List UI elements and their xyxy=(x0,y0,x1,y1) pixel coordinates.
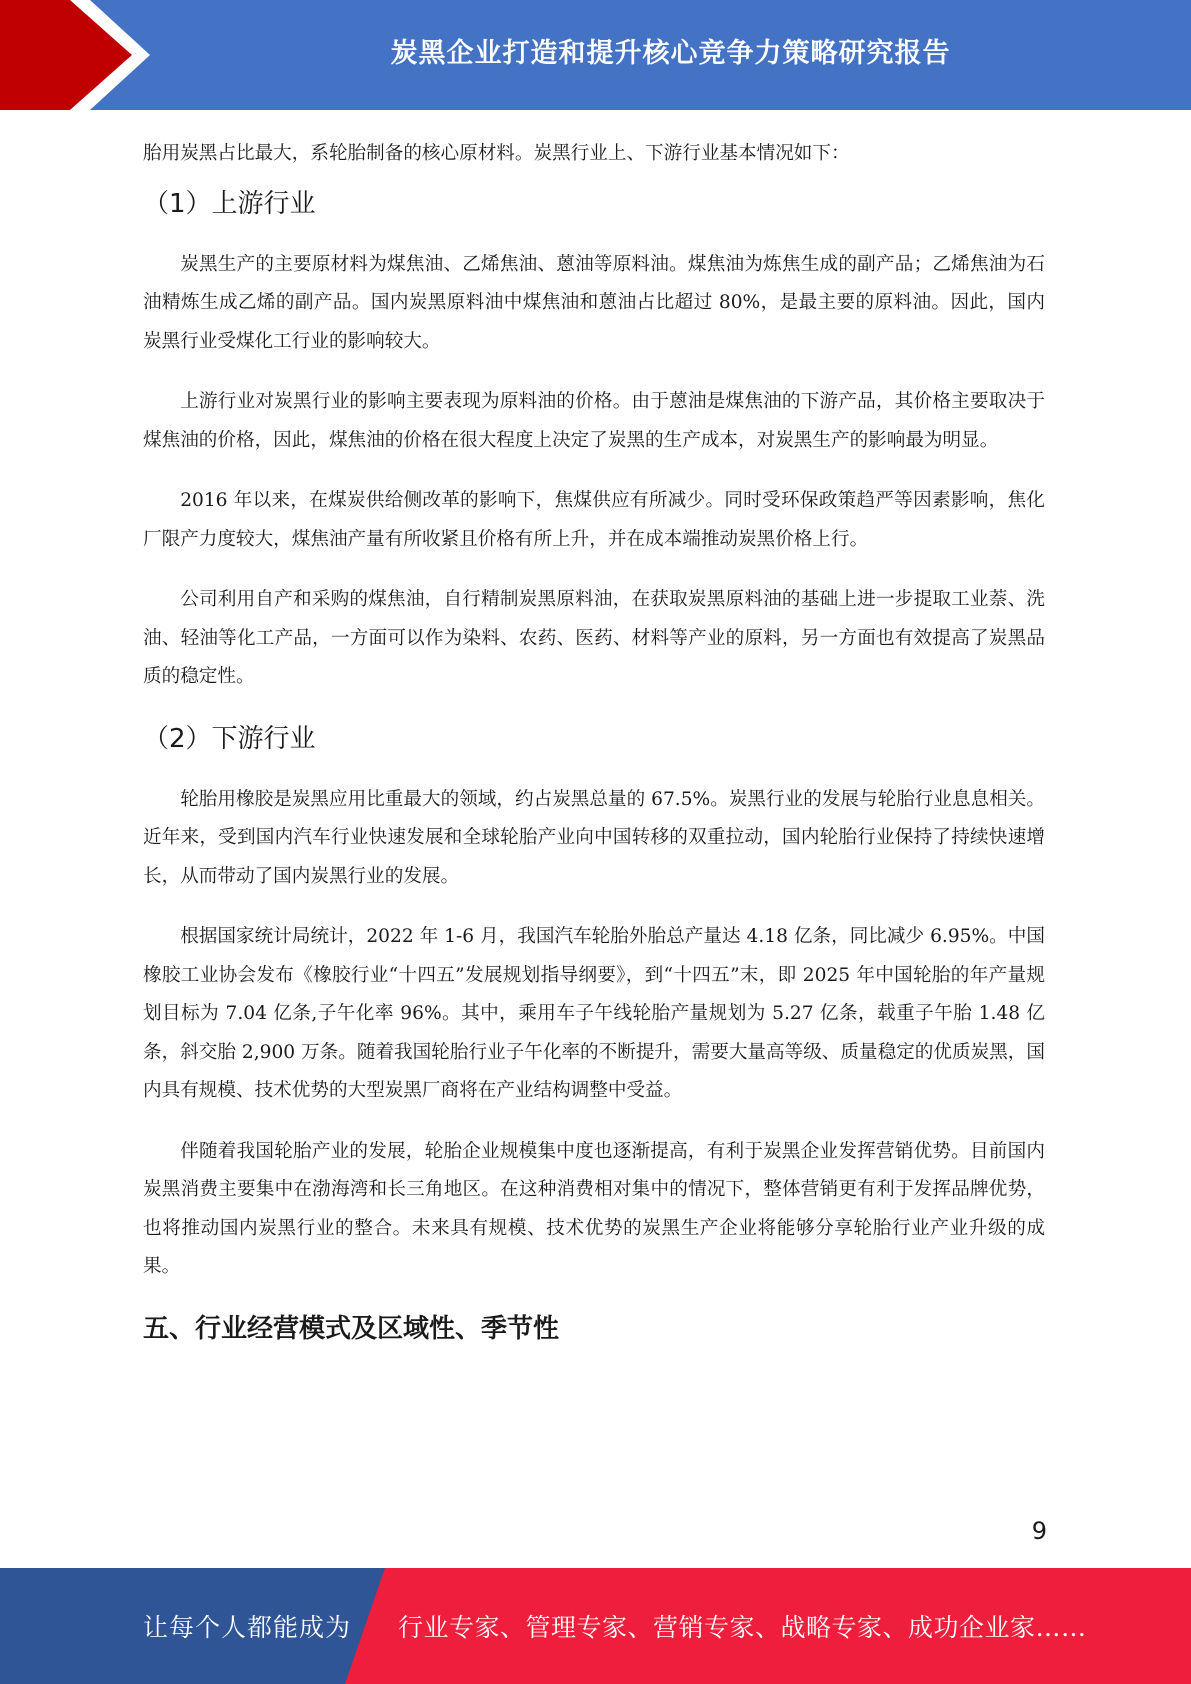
upstream-paragraph-3: 2016 年以来，在煤炭供给侧改革的影响下，焦煤供应有所减少。同时受环保政策趋严等因素影响，焦化厂限产力度较大，煤焦油产量有所收紧且价格有所上升，并在成本端推动炭黑价格上行。 xyxy=(143,490,1045,550)
footer-slogan-left: 让每个人都能成为 xyxy=(143,1613,352,1642)
header-arrow-decoration xyxy=(0,0,160,110)
page-number: 9 xyxy=(1031,1517,1047,1545)
downstream-paragraph-2: 根据国家统计局统计，2022 年 1-6 月，我国汽车轮胎外胎总产量达 4.18 亿条，同比减少 6.95%。中国橡胶工业协会发布《橡胶行业“十四五”发展规划指导纲要》，到“十四五”末，即 2025 年中国轮胎的年产量规划目标为 7.04 亿条,子午化率 96%。其中，乘用车子午线轮胎产量规划为 5.27 亿条，载重子午胎 1.48 亿条，斜交胎 2,900 万条。随着我国轮胎行业子午化率的不断提升，需要大量高等级、质量稳定的优质炭黑，国内具有规模、技术优势的大型炭黑厂商将在产业结构调整中受益。 xyxy=(143,926,1045,1101)
upstream-heading: （1）上游行业 xyxy=(143,188,316,219)
header-title: 炭黑企业打造和提升核心竞争力策略研究报告 xyxy=(390,37,951,69)
footer-slogan-right: 行业专家、管理专家、营销专家、战略专家、成功企业家…… xyxy=(398,1613,1087,1642)
page-header xyxy=(0,0,1191,110)
section-heading: 五、行业经营模式及区域性、季节性 xyxy=(143,1313,560,1344)
downstream-paragraph-3: 伴随着我国轮胎产业的发展，轮胎企业规模集中度也逐渐提高，有利于炭黑企业发挥营销优势。目前国内炭黑消费主要集中在渤海湾和长三角地区。在这种消费相对集中的情况下，整体营销更有利于发挥品牌优势，也将推动国内炭黑行业的整合。未来具有规模、技术优势的炭黑生产企业将能够分享轮胎行业产业升级的成果。 xyxy=(143,1140,1045,1277)
page-footer xyxy=(0,1568,1191,1684)
upstream-paragraph-2: 上游行业对炭黑行业的影响主要表现为原料油的价格。由于蒽油是煤焦油的下游产品，其价格主要取决于煤焦油的价格，因此，煤焦油的价格在很大程度上决定了炭黑的生产成本，对炭黑生产的影响最为明显。 xyxy=(143,391,1045,451)
document-body xyxy=(143,135,1045,1349)
intro-paragraph: 胎用炭黑占比最大，系轮胎制备的核心原材料。炭黑行业上、下游行业基本情况如下： xyxy=(143,143,850,164)
upstream-paragraph-4: 公司利用自产和采购的煤焦油，自行精制炭黑原料油，在获取炭黑原料油的基础上进一步提取工业萘、洗油、轻油等化工产品，一方面可以作为染料、农药、医药、材料等产业的原料，另一方面也有效提高了炭黑品质的稳定性。 xyxy=(143,589,1045,687)
upstream-paragraph-1: 炭黑生产的主要原材料为煤焦油、乙烯焦油、蒽油等原料油。煤焦油为炼焦生成的副产品；乙烯焦油为石油精炼生成乙烯的副产品。国内炭黑原料油中煤焦油和蒽油占比超过 80%，是最主要的原料油。因此，国内炭黑行业受煤化工行业的影响较大。 xyxy=(143,253,1045,352)
downstream-heading: （2）下游行业 xyxy=(143,723,316,754)
downstream-paragraph-1: 轮胎用橡胶是炭黑应用比重最大的领域，约占炭黑总量的 67.5%。炭黑行业的发展与轮胎行业息息相关。近年来，受到国内汽车行业快速发展和全球轮胎产业向中国转移的双重拉动，国内轮胎行业保持了持续快速增长，从而带动了国内炭黑行业的发展。 xyxy=(143,788,1045,887)
